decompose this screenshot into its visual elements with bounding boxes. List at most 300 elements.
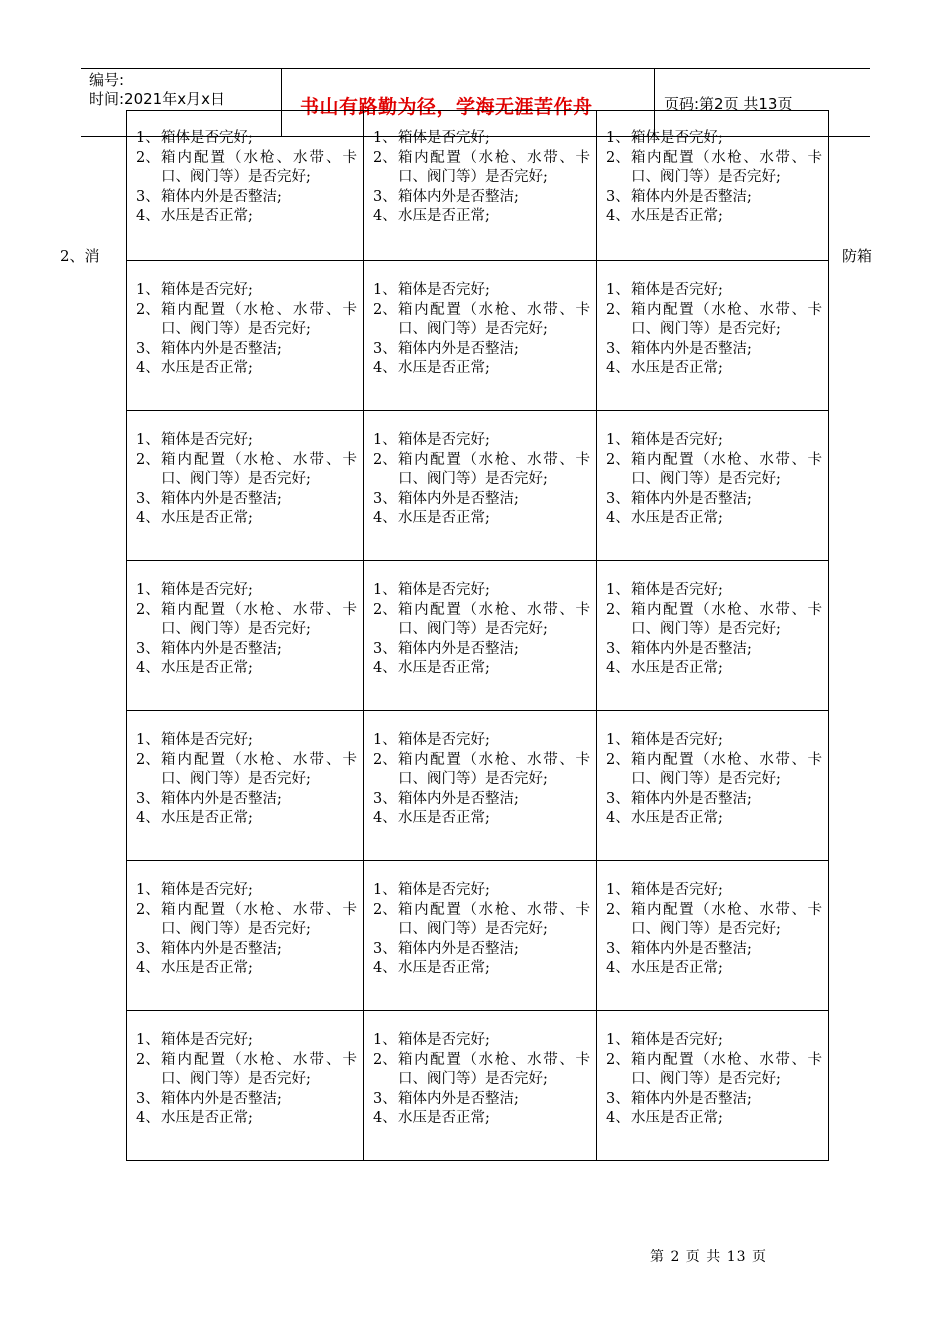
table-row [127,711,829,861]
checklist-item-text: 箱体内外是否整洁; [161,490,282,507]
checklist-item-number: 1、 [606,882,630,898]
checklist-item-number: 2、 [606,601,630,618]
checklist-item [606,490,822,510]
table-cell [127,861,364,1011]
checklist-item [373,359,590,379]
checklist [597,711,828,829]
checklist [364,1011,596,1129]
checklist-item [136,659,357,679]
inspection-table [126,110,829,1161]
checklist-item [136,281,357,301]
checklist-item-number: 1、 [136,130,160,146]
section-label-right: 防箱 [842,247,873,265]
checklist-item-text: 箱体是否完好; [631,882,723,898]
checklist-item-text: 箱内配置（水枪、水带、卡口、阀门等）是否完好; [398,149,590,185]
checklist [127,861,363,979]
table-cell [127,261,364,411]
checklist-item [136,790,357,810]
checklist-item-number: 3、 [606,188,630,205]
checklist-item-number: 3、 [373,640,397,657]
table-cell [597,261,829,411]
header-motto: 书山有路勤为径，学海无涯苦作舟 [300,96,593,118]
checklist-item [606,129,822,149]
checklist-item [136,149,357,188]
checklist-item-text: 箱体是否完好; [631,1032,723,1048]
checklist-item-text: 箱内配置（水枪、水带、卡口、阀门等）是否完好; [398,601,590,637]
checklist-item-number: 4、 [136,360,160,376]
checklist-item [606,188,822,208]
checklist-item [606,731,822,751]
table-cell [127,1011,364,1161]
checklist-item [136,1109,357,1129]
checklist [597,861,828,979]
checklist-item-number: 4、 [373,960,397,976]
checklist-item-number: 3、 [373,188,397,205]
checklist-item [373,751,590,790]
checklist-item [136,581,357,601]
checklist-item-text: 箱体是否完好; [398,582,490,598]
checklist-item-text: 箱体内外是否整洁; [631,940,752,957]
checklist [364,711,596,829]
checklist-item-number: 3、 [606,1090,630,1107]
checklist [364,261,596,379]
checklist-item-number: 1、 [373,582,397,598]
checklist-item [373,640,590,660]
checklist-item [373,601,590,640]
checklist-item [373,1051,590,1090]
checklist-item-text: 箱内配置（水枪、水带、卡口、阀门等）是否完好; [631,149,822,185]
checklist-item [136,301,357,340]
checklist-item-number: 1、 [606,130,630,146]
checklist-item [606,431,822,451]
checklist-item [606,640,822,660]
checklist-item-number: 1、 [136,582,160,598]
checklist-item-number: 3、 [136,340,160,357]
checklist-item [136,809,357,829]
checklist [364,411,596,529]
checklist-item [606,1051,822,1090]
checklist-item-text: 箱体是否完好; [398,432,490,448]
checklist-item [373,1031,590,1051]
checklist-item-number: 1、 [136,882,160,898]
checklist-item-number: 3、 [136,790,160,807]
checklist-item-text: 箱内配置（水枪、水带、卡口、阀门等）是否完好; [631,301,822,337]
checklist-item-text: 箱内配置（水枪、水带、卡口、阀门等）是否完好; [398,901,590,937]
checklist-item-number: 4、 [606,510,630,526]
checklist-item [373,881,590,901]
checklist-item [136,959,357,979]
checklist-item-text: 箱内配置（水枪、水带、卡口、阀门等）是否完好; [161,301,357,337]
checklist-item-text: 箱体内外是否整洁; [161,1090,282,1107]
checklist-item-text: 箱内配置（水枪、水带、卡口、阀门等）是否完好; [398,751,590,787]
checklist-item [136,509,357,529]
checklist-item-number: 1、 [373,1032,397,1048]
checklist-item-text: 箱体是否完好; [631,732,723,748]
checklist-item-number: 3、 [606,640,630,657]
checklist-item [373,901,590,940]
checklist-item-text: 箱体是否完好; [161,582,253,598]
checklist-item-number: 3、 [136,1090,160,1107]
checklist-item [606,509,822,529]
checklist-item [136,601,357,640]
checklist-item [606,1090,822,1110]
checklist [364,861,596,979]
checklist-item-text: 箱体内外是否整洁; [398,1090,519,1107]
checklist-item [136,207,357,227]
table-cell [597,111,829,261]
checklist-item-text: 箱内配置（水枪、水带、卡口、阀门等）是否完好; [398,301,590,337]
table-cell [597,1011,829,1161]
table-row [127,111,829,261]
checklist-item-number: 1、 [373,732,397,748]
checklist-item-number: 2、 [136,149,160,166]
checklist-item [606,790,822,810]
checklist [127,411,363,529]
checklist-item-number: 2、 [136,601,160,618]
checklist-item [606,1031,822,1051]
checklist-item-number: 1、 [136,282,160,298]
checklist-item [606,881,822,901]
table-row [127,561,829,711]
checklist-item [136,940,357,960]
checklist-item-text: 箱体是否完好; [631,282,723,298]
checklist-item [606,281,822,301]
checklist-item-number: 3、 [136,188,160,205]
checklist-item-number: 3、 [373,790,397,807]
checklist-item-number: 2、 [606,149,630,166]
checklist-item-text: 箱体内外是否整洁; [398,790,519,807]
checklist-item [373,340,590,360]
checklist-item-number: 4、 [373,1110,397,1126]
checklist-item [136,901,357,940]
section-label-left: 2、消 [60,247,100,265]
checklist [127,561,363,679]
checklist-item-text: 水压是否正常; [631,1110,723,1126]
checklist-item-text: 箱体是否完好; [631,432,723,448]
checklist-item-text: 水压是否正常; [631,360,723,376]
table-cell [127,111,364,261]
checklist-item [606,301,822,340]
checklist-item [373,281,590,301]
checklist-item [373,659,590,679]
checklist-item-number: 2、 [373,1051,397,1068]
table-cell [597,411,829,561]
checklist-item-text: 水压是否正常; [161,810,253,826]
checklist-item-text: 水压是否正常; [398,1110,490,1126]
checklist-item-text: 水压是否正常; [161,1110,253,1126]
checklist-item-text: 箱内配置（水枪、水带、卡口、阀门等）是否完好; [631,1051,822,1087]
checklist-item-text: 箱体是否完好; [161,282,253,298]
checklist-item-text: 水压是否正常; [631,510,723,526]
checklist-item-number: 2、 [373,601,397,618]
checklist-item-number: 3、 [606,790,630,807]
checklist-item-number: 2、 [136,1051,160,1068]
checklist-item-number: 1、 [373,282,397,298]
checklist-item-number: 1、 [373,130,397,146]
checklist-item-number: 1、 [136,432,160,448]
table-cell [364,861,597,1011]
table-cell [127,411,364,561]
table-cell [364,411,597,561]
checklist-item-number: 2、 [373,301,397,318]
checklist-item-text: 箱体是否完好; [161,732,253,748]
checklist-item-number: 3、 [373,940,397,957]
checklist-item-number: 2、 [136,751,160,768]
checklist-item-number: 1、 [606,582,630,598]
checklist-item-text: 水压是否正常; [398,208,490,224]
checklist-item-number: 2、 [136,901,160,918]
checklist-item-text: 箱内配置（水枪、水带、卡口、阀门等）是否完好; [631,901,822,937]
checklist-item-text: 箱体内外是否整洁; [631,640,752,657]
checklist-item [373,731,590,751]
checklist-item-number: 4、 [373,810,397,826]
checklist-item-number: 4、 [136,510,160,526]
checklist-item [606,940,822,960]
checklist [127,261,363,379]
checklist-item [373,188,590,208]
checklist-item-number: 4、 [373,660,397,676]
checklist-item [606,451,822,490]
checklist-item-number: 1、 [136,732,160,748]
header-page-number: 页码:第2页 共13页 [664,95,793,113]
checklist-item-number: 2、 [606,751,630,768]
checklist-item-number: 4、 [606,660,630,676]
checklist-item-text: 箱体是否完好; [631,130,723,146]
header-line-top [81,68,870,69]
checklist [597,261,828,379]
checklist-item [136,1031,357,1051]
checklist-item [373,451,590,490]
checklist [127,711,363,829]
checklist-item [373,490,590,510]
checklist-item-text: 水压是否正常; [161,510,253,526]
checklist [597,1011,828,1129]
checklist-item-text: 水压是否正常; [398,510,490,526]
checklist-item [606,901,822,940]
checklist-item [136,359,357,379]
checklist-item-text: 箱体是否完好; [398,282,490,298]
checklist-item-text: 箱体内外是否整洁; [631,188,752,205]
checklist-item [373,207,590,227]
checklist-item [606,1109,822,1129]
document-number-label: 编号: [89,71,125,89]
checklist-item-number: 2、 [373,901,397,918]
checklist-item [136,340,357,360]
checklist-item-number: 1、 [136,1032,160,1048]
checklist-item [373,129,590,149]
checklist-item [373,149,590,188]
checklist-item-text: 箱体内外是否整洁; [398,940,519,957]
checklist-item-text: 箱内配置（水枪、水带、卡口、阀门等）是否完好; [161,451,357,487]
checklist-item-number: 4、 [606,1110,630,1126]
checklist-item [136,751,357,790]
checklist-item-text: 水压是否正常; [398,360,490,376]
checklist-item-text: 箱内配置（水枪、水带、卡口、阀门等）是否完好; [398,1051,590,1087]
checklist-item-number: 4、 [373,360,397,376]
checklist-item-text: 箱体是否完好; [161,882,253,898]
checklist-item-text: 水压是否正常; [161,660,253,676]
checklist-item-number: 4、 [606,360,630,376]
checklist-item [606,149,822,188]
checklist-item-number: 3、 [373,340,397,357]
checklist-item-number: 2、 [606,301,630,318]
checklist-item-text: 箱体内外是否整洁; [631,1090,752,1107]
checklist-item [136,188,357,208]
checklist-item-number: 4、 [606,810,630,826]
table-cell [364,711,597,861]
checklist-item-text: 箱体内外是否整洁; [161,940,282,957]
checklist-item [606,809,822,829]
checklist-item-number: 3、 [606,490,630,507]
checklist-item-text: 水压是否正常; [161,960,253,976]
checklist-item [606,359,822,379]
checklist [597,561,828,679]
checklist-item [136,451,357,490]
checklist-item-text: 箱体内外是否整洁; [631,490,752,507]
checklist-item-text: 箱体内外是否整洁; [631,340,752,357]
table-row [127,411,829,561]
checklist-item [136,881,357,901]
checklist-item [136,1051,357,1090]
checklist-item [606,601,822,640]
checklist-item-text: 箱内配置（水枪、水带、卡口、阀门等）是否完好; [631,601,822,637]
checklist [364,111,596,227]
checklist-item-text: 水压是否正常; [398,660,490,676]
checklist-item-number: 3、 [136,640,160,657]
checklist-item-number: 4、 [606,208,630,224]
checklist-item-number: 4、 [136,660,160,676]
checklist-item-text: 箱体内外是否整洁; [398,188,519,205]
table-cell [127,711,364,861]
checklist [597,411,828,529]
checklist-item [373,940,590,960]
checklist [127,111,363,227]
checklist-item-text: 箱内配置（水枪、水带、卡口、阀门等）是否完好; [161,1051,357,1087]
checklist-item-number: 1、 [373,882,397,898]
checklist-item-text: 水压是否正常; [398,810,490,826]
checklist-item-number: 3、 [373,490,397,507]
checklist-item-number: 4、 [606,960,630,976]
checklist-item [606,959,822,979]
table-cell [127,561,364,711]
checklist-item-text: 箱体是否完好; [398,882,490,898]
table-row [127,861,829,1011]
checklist-item-text: 箱体是否完好; [398,1032,490,1048]
checklist-item-text: 箱内配置（水枪、水带、卡口、阀门等）是否完好; [631,751,822,787]
checklist-item-number: 2、 [606,1051,630,1068]
checklist [364,561,596,679]
checklist-item-text: 水压是否正常; [161,208,253,224]
footer-page-number: 第 2 页 共 13 页 [650,1249,767,1265]
checklist-item [606,207,822,227]
checklist-item [136,640,357,660]
checklist-item-number: 1、 [373,432,397,448]
checklist-item-text: 箱体内外是否整洁; [161,790,282,807]
checklist-item [606,751,822,790]
checklist-item-text: 箱体是否完好; [161,432,253,448]
checklist-item-number: 1、 [606,432,630,448]
checklist-item-number: 2、 [373,451,397,468]
checklist-item-text: 箱内配置（水枪、水带、卡口、阀门等）是否完好; [398,451,590,487]
checklist-item [373,1109,590,1129]
checklist-item-text: 水压是否正常; [631,960,723,976]
table-row [127,261,829,411]
checklist-item-text: 箱内配置（水枪、水带、卡口、阀门等）是否完好; [161,601,357,637]
table-cell [597,861,829,1011]
checklist-item [606,659,822,679]
checklist-item-text: 箱体内外是否整洁; [161,640,282,657]
checklist-item [373,959,590,979]
checklist-item-number: 2、 [373,149,397,166]
table-cell [364,111,597,261]
checklist-item-text: 箱体是否完好; [161,130,253,146]
table-cell [364,1011,597,1161]
checklist-item-number: 3、 [373,1090,397,1107]
checklist-item-number: 3、 [606,340,630,357]
checklist-item-number: 3、 [136,940,160,957]
checklist-item [606,340,822,360]
checklist-item-number: 1、 [606,732,630,748]
table-cell [364,561,597,711]
checklist-item-text: 箱体是否完好; [161,1032,253,1048]
checklist-item-number: 4、 [136,208,160,224]
checklist [597,111,828,227]
checklist-item-text: 箱体是否完好; [398,732,490,748]
checklist-item [373,1090,590,1110]
table-cell [597,711,829,861]
checklist-item-text: 水压是否正常; [398,960,490,976]
checklist-item-text: 水压是否正常; [161,360,253,376]
checklist-item-text: 箱内配置（水枪、水带、卡口、阀门等）是否完好; [161,149,357,185]
document-date: 时间:2021年x月x日 [89,90,225,108]
checklist-item-number: 3、 [606,940,630,957]
checklist-item [136,1090,357,1110]
checklist-item-text: 水压是否正常; [631,208,723,224]
table-row [127,1011,829,1161]
checklist-item-text: 箱体内外是否整洁; [398,640,519,657]
checklist-item-text: 箱体内外是否整洁; [398,340,519,357]
checklist-item-number: 4、 [136,1110,160,1126]
checklist-item-text: 箱内配置（水枪、水带、卡口、阀门等）是否完好; [161,751,357,787]
checklist-item-text: 箱体是否完好; [398,130,490,146]
table-cell [597,561,829,711]
checklist-item [373,581,590,601]
checklist-item-number: 4、 [136,960,160,976]
checklist-item-number: 2、 [373,751,397,768]
checklist-item-text: 水压是否正常; [631,810,723,826]
checklist-item-text: 箱体内外是否整洁; [161,340,282,357]
checklist-item-number: 2、 [136,301,160,318]
checklist-item [373,509,590,529]
checklist-item-text: 水压是否正常; [631,660,723,676]
checklist-item [136,490,357,510]
checklist-item-number: 4、 [136,810,160,826]
checklist-item-text: 箱体内外是否整洁; [398,490,519,507]
checklist-item [136,731,357,751]
checklist-item-text: 箱体内外是否整洁; [631,790,752,807]
checklist-item [136,431,357,451]
checklist-item [373,809,590,829]
checklist-item [373,301,590,340]
checklist-item-number: 2、 [606,451,630,468]
checklist-item-number: 2、 [136,451,160,468]
checklist-item-number: 4、 [373,208,397,224]
checklist-item [373,431,590,451]
checklist-item-text: 箱内配置（水枪、水带、卡口、阀门等）是否完好; [631,451,822,487]
checklist-item-text: 箱体内外是否整洁; [161,188,282,205]
checklist-item-number: 3、 [136,490,160,507]
checklist [127,1011,363,1129]
